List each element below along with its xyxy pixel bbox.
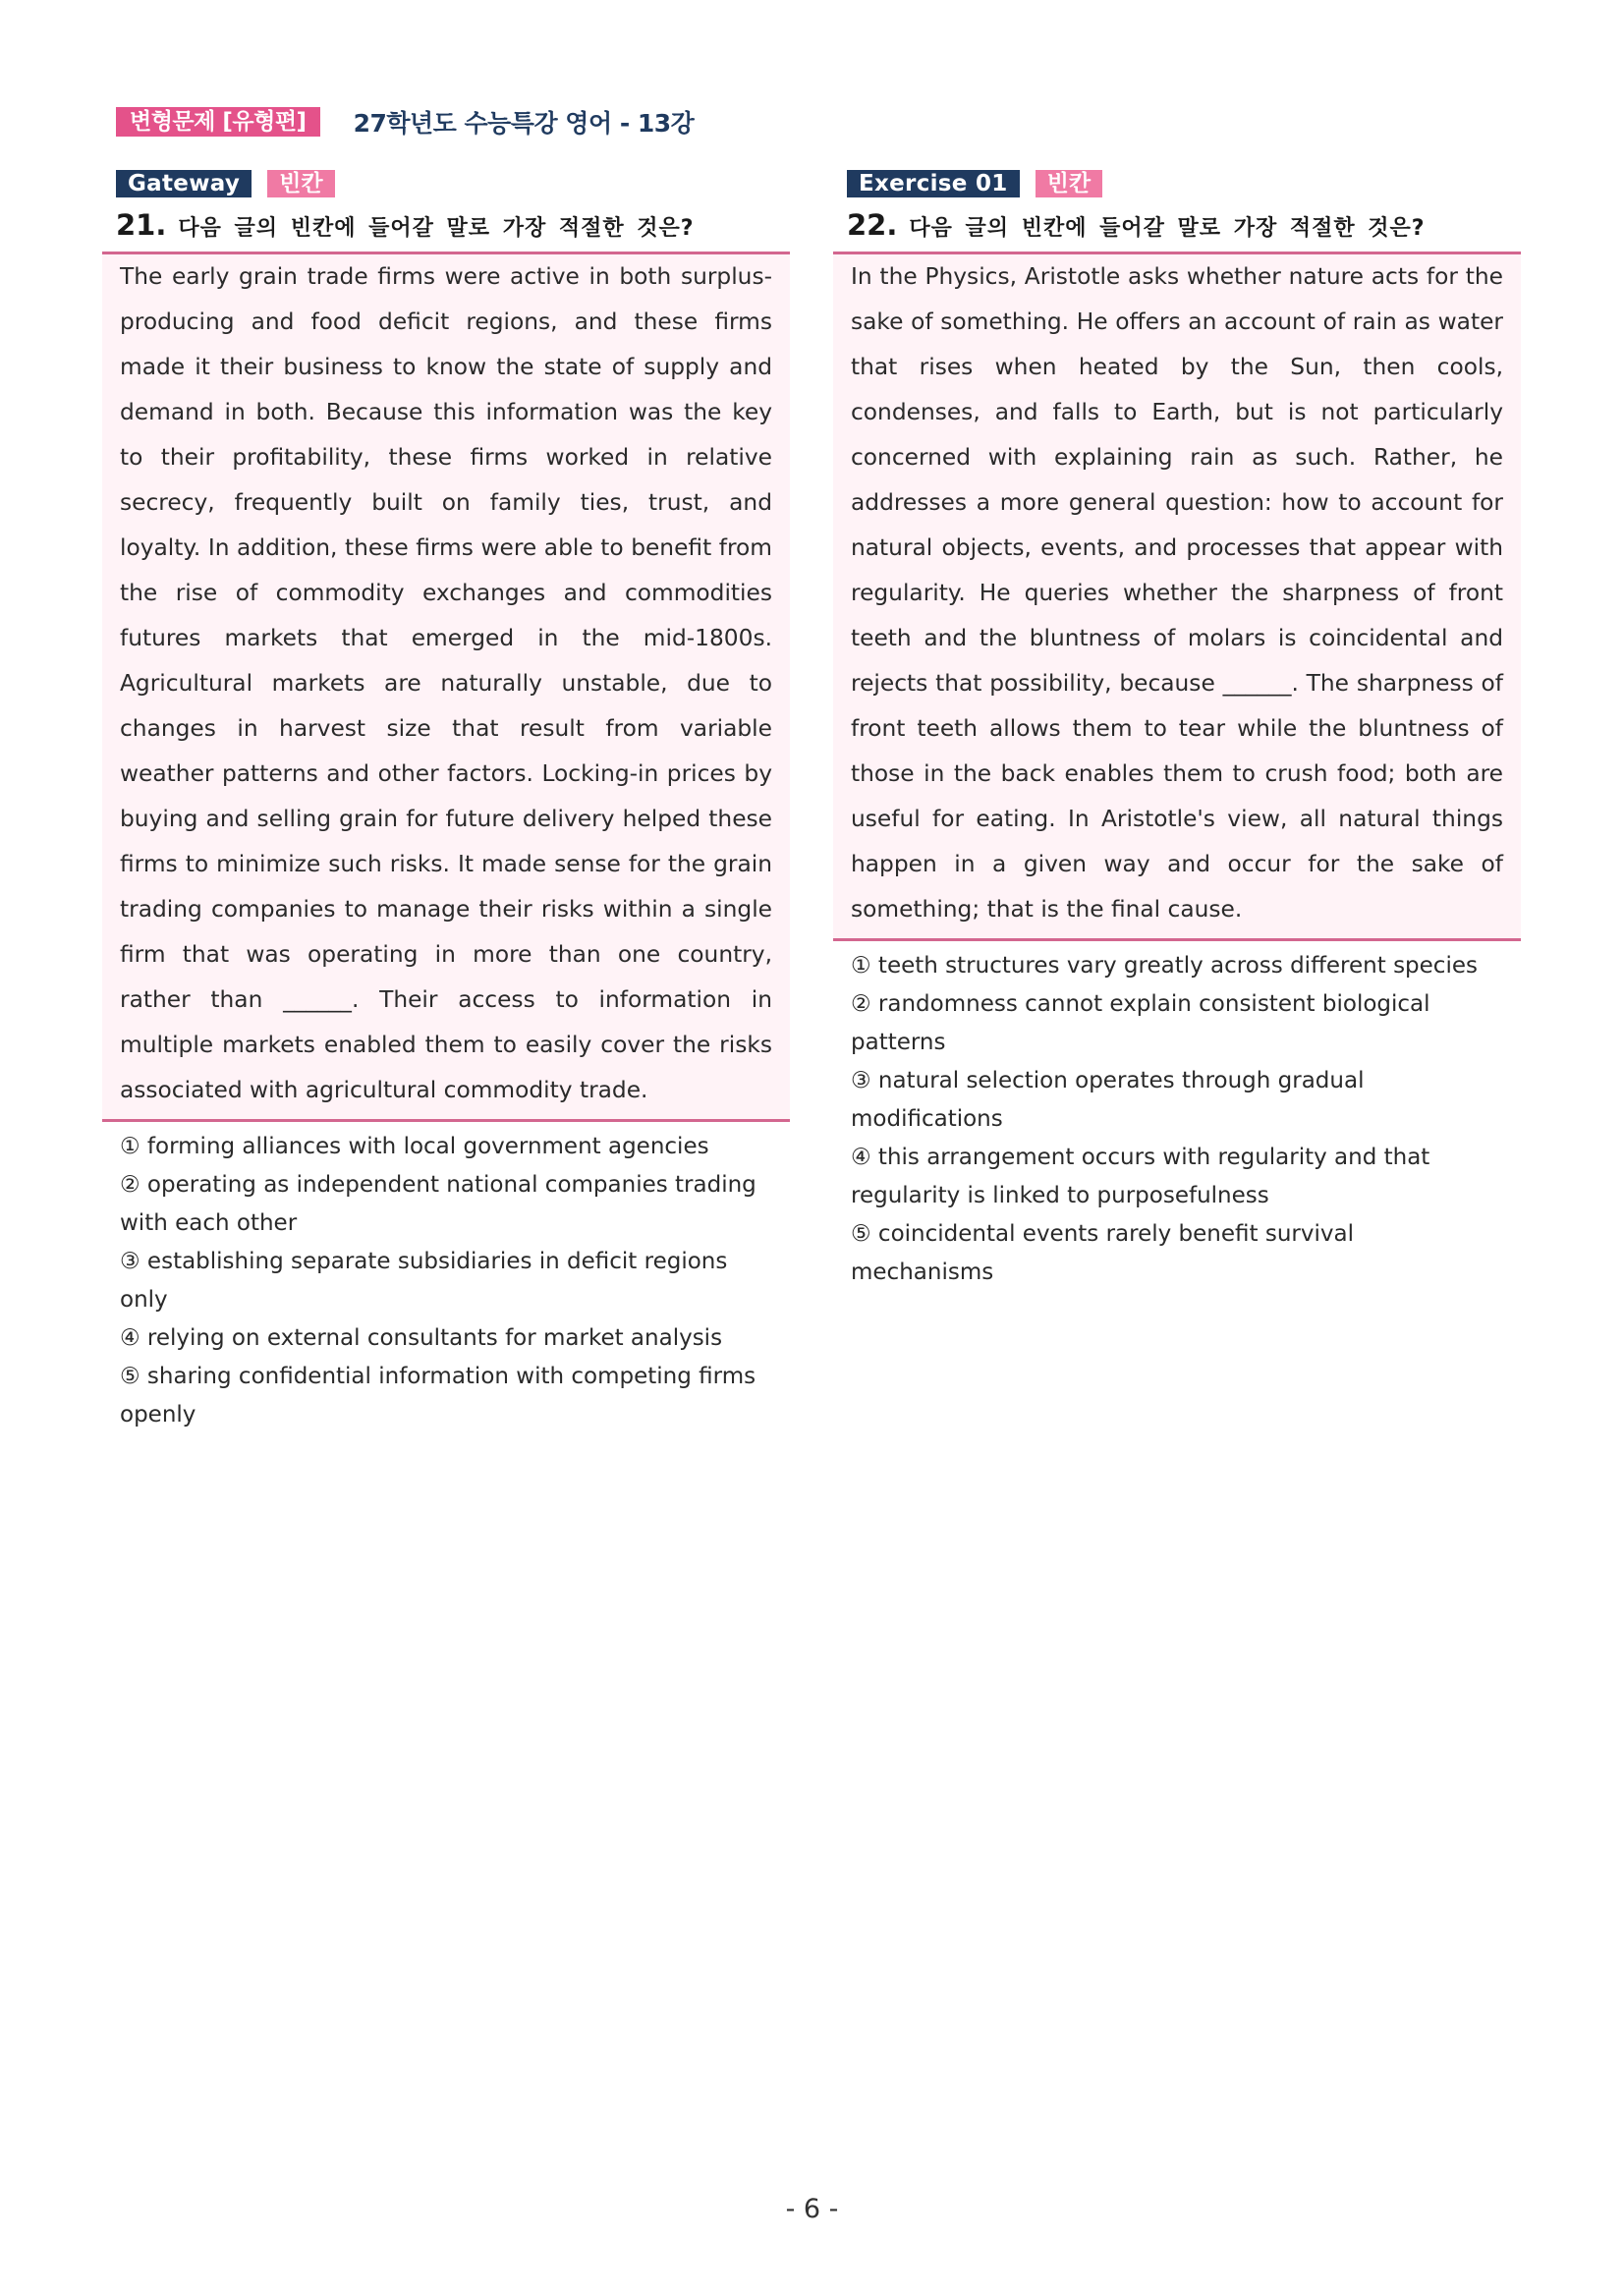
header-title: 27학년도 수능특강 영어 - 13강 [353,109,695,138]
question-text: 다음 글의 빈칸에 들어갈 말로 가장 적절한 것은? [909,216,1426,241]
question-header [847,208,1521,246]
option-4[interactable]: ④ this arrangement occurs with regularity and that regularity is linked to purposefulness [851,1145,1430,1208]
type-tag: 빈칸 [267,170,334,197]
passage-box: In the Physics, Aristotle asks whether nature acts for the sake of something. He offers an account of rain as water that rises when heated by the Sun, then cools, condenses, and falls to Earth, but is not particularly concerned with explaining rain as such. Rather, he addresses a more general question: how to account for natural objects, events, and processes that appear with regularity. He queries whether the sharpness of front teeth and the bluntness of molars is coincidental and rejects that possibility, because ______. The sharpness of front teeth allows them to tear while the bluntness of those in the back enables them to crush food; both are useful for eating. In Aristotle's view, all natural things happen in a given way and occur for the sake of something; that is the final cause. [833,252,1521,941]
left-column [102,169,790,1434]
question-number: 22. [847,208,898,242]
option-5[interactable]: ⑤ coincidental events rarely benefit survival mechanisms [851,1221,1354,1285]
page-header [116,104,694,140]
option-2[interactable]: ② randomness cannot explain consistent biological patterns [851,991,1430,1055]
question-header [116,208,790,246]
header-tag: 변형문제 [유형편] [116,107,320,137]
option-5[interactable]: ⑤ sharing confidential information with competing firms openly [120,1364,756,1428]
page-number: - 6 - [785,2194,839,2224]
type-tag: 빈칸 [1036,170,1102,197]
option-1[interactable]: ① forming alliances with local government agencies [120,1134,709,1159]
option-1[interactable]: ① teeth structures vary greatly across different species [851,953,1478,979]
section-tag-gateway: Gateway [116,170,252,197]
left-tags [116,169,790,198]
option-2[interactable]: ② operating as independent national companies trading with each other [120,1172,756,1236]
right-column [833,169,1521,1292]
right-tags [847,169,1521,198]
question-number: 21. [116,208,167,242]
answer-options [833,947,1521,1292]
answer-options [102,1128,790,1434]
question-text: 다음 글의 빈칸에 들어갈 말로 가장 적절한 것은? [178,216,695,241]
section-tag-exercise: Exercise 01 [847,170,1020,197]
option-4[interactable]: ④ relying on external consultants for market analysis [120,1325,723,1351]
passage-box: The early grain trade firms were active in both surplus-producing and food deficit regions, and these firms made it their business to know the state of supply and demand in both. Because this information was the key to their profitability, these firms worked in relative secrecy, frequently built on family ties, trust, and loyalty. In addition, these firms were able to benefit from the rise of commodity exchanges and commodities futures markets that emerged in the mid-1800s. Agricultural markets are naturally unstable, due to changes in harvest size that result from variable weather patterns and other factors. Locking-in prices by buying and selling grain for future delivery helped these firms to minimize such risks. It made sense for the grain trading companies to manage their risks within a single firm that was operating in more than one country, rather than ______. Their access to information in multiple markets enabled them to easily cover the risks associated with agricultural commodity trade. [102,252,790,1122]
option-3[interactable]: ③ establishing separate subsidiaries in deficit regions only [120,1249,728,1313]
option-3[interactable]: ③ natural selection operates through gradual modifications [851,1068,1365,1132]
